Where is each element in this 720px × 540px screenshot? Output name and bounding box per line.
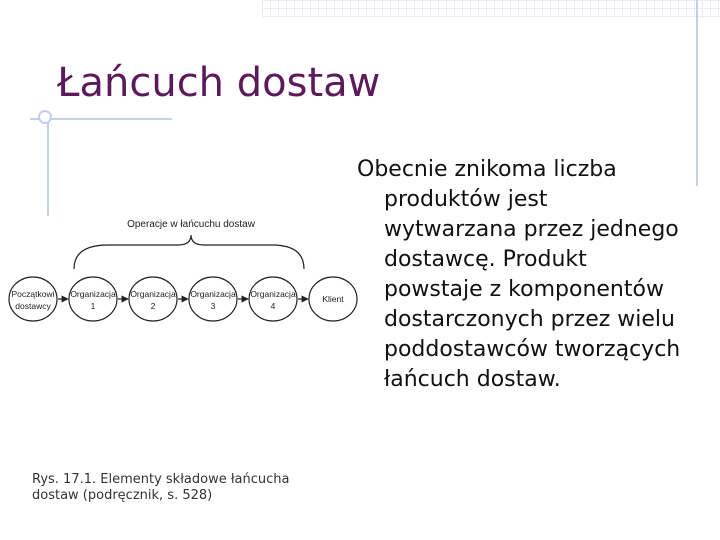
diagram-node-circle: [69, 277, 117, 321]
decorative-circle-icon: [38, 110, 52, 124]
diagram-node: [9, 277, 57, 321]
diagram-node-circle: [249, 277, 297, 321]
diagram-node-label: Organizacja: [70, 289, 116, 299]
decorative-vertical-line: [696, 0, 698, 186]
diagram-node-label: Organizacja: [250, 289, 296, 299]
diagram-node: [69, 277, 117, 321]
figure-caption: Rys. 17.1. Elementy składowe łańcucha dostaw (podręcznik, s. 528): [32, 472, 290, 503]
diagram-node-sublabel: 2: [150, 301, 156, 311]
diagram-node-circle: [129, 277, 177, 321]
brace-shape: [74, 235, 304, 269]
diagram-node: [189, 277, 237, 321]
slide-title: Łańcuch dostaw: [57, 60, 381, 106]
diagram-node: [129, 277, 177, 321]
diagram-node-circle: [9, 277, 57, 321]
diagram-node: [249, 277, 297, 321]
diagram-node-sublabel: 1: [90, 301, 96, 311]
supply-chain-diagram: [8, 205, 370, 333]
diagram-node-label: Organizacja: [190, 289, 236, 299]
decorative-vertical-line: [47, 118, 49, 216]
diagram-node-label: Początkowi: [11, 289, 55, 299]
diagram-node-circle: [189, 277, 237, 321]
brace-label: Operacje w łańcuchu dostaw: [127, 219, 255, 230]
diagram-node-label: Klient: [322, 294, 344, 304]
diagram-node-sublabel: 3: [210, 301, 216, 311]
diagram-node-label: Organizacja: [130, 289, 176, 299]
diagram-node-sublabel: 4: [270, 301, 276, 311]
diagram-node-sublabel: dostawcy: [15, 301, 51, 311]
slide-body-text: Obecnie znikoma liczba produktów jest wytwarzana przez jednego dostawcę. Produkt powstaje z komponentów dostarczonych przez wielu poddostawców tworzących łańcuch dostaw.: [357, 157, 681, 392]
background-grid-decoration: [262, 0, 720, 18]
diagram-node: [309, 277, 357, 321]
